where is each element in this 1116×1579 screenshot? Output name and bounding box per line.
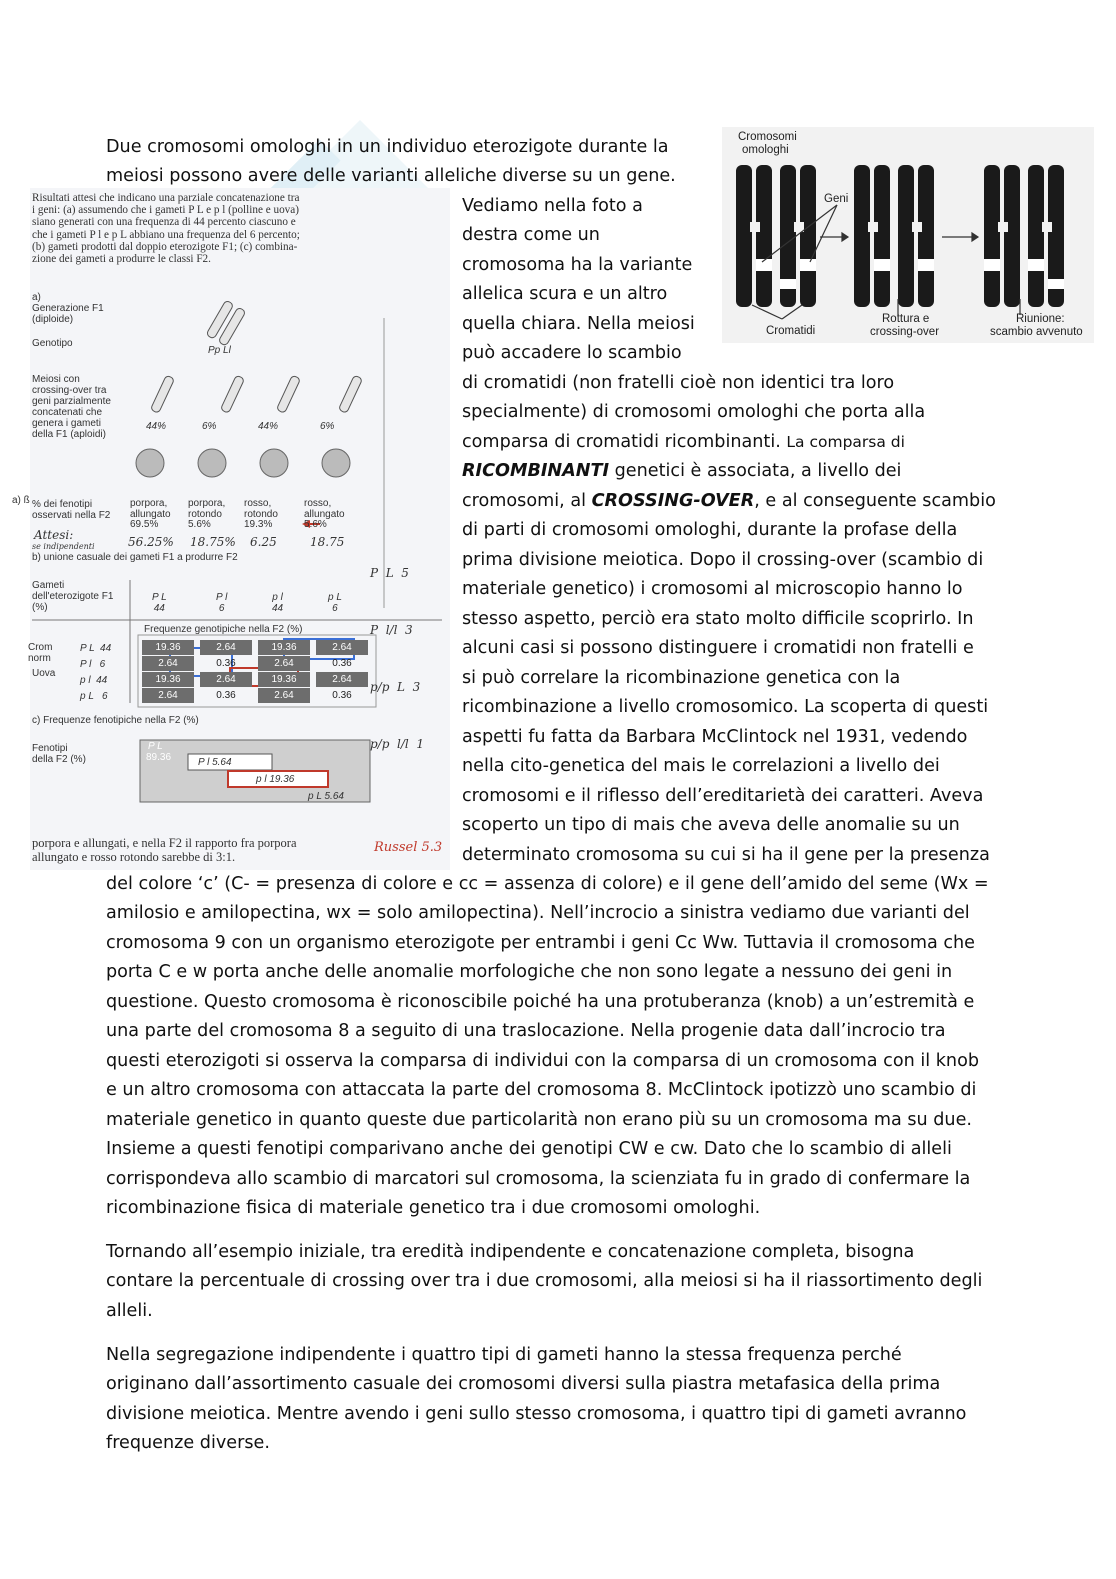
meiosis-line: geni parzialmente: [32, 396, 111, 407]
text-line: [462, 457, 901, 487]
figure-label-cromatidi: Cromatidi: [766, 325, 816, 337]
phenotype-pct-label: % dei fenotipi: [32, 499, 93, 510]
text-line: destra come un: [462, 225, 600, 245]
linkage-results-figure: [30, 188, 450, 870]
handwritten-ratio: P l/l 3: [370, 623, 413, 637]
eggs-label: Uova: [32, 668, 56, 679]
text-line: specialmente) di cromosomi omologhi che porta alla: [462, 402, 926, 422]
phenotype-name: allungato: [304, 508, 345, 520]
grid-cell: 2.64: [316, 640, 368, 655]
cut-label: Crom: [28, 642, 53, 653]
phenotype-col: [130, 499, 171, 531]
text-line: allelica scura e un altro: [462, 284, 668, 304]
text-line: originano dall’assortimento casuale dei cromosomi diversi sulla piastra metafasica della prima: [106, 1374, 941, 1394]
grid-cell: 2.64: [142, 688, 194, 703]
text-line: Tornando all’esempio iniziale, tra eredità indipendente e concatenazione completa, bisogna: [106, 1242, 915, 1262]
text-line: questione. Questo cromosoma è riconoscibile poiché ha una protuberanza (knob) a un’estremità e: [106, 992, 975, 1012]
handwritten-expected: 18.75%: [190, 535, 236, 549]
text-line: nella cito-genetica del mais le correlazioni a livello dei: [462, 756, 940, 776]
gamete-col: [272, 592, 283, 614]
figure-label-geni: Geni: [824, 193, 849, 205]
grid-cell: 2.64: [258, 656, 310, 671]
grid-cell: 2.64: [200, 672, 252, 687]
text-line: prima divisione meiotica. Dopo il crossing-over (scambio di: [462, 550, 984, 570]
phenotypes-label: Fenotipi: [32, 743, 68, 754]
phenotype-col: [304, 499, 345, 531]
gamete-col: [216, 592, 227, 614]
meiosis-line: genera i gameti: [32, 418, 101, 429]
phenotype-name: rosso,: [244, 498, 272, 509]
gametes-line: Gameti: [32, 580, 65, 591]
text-line: quella chiara. Nella meiosi: [462, 314, 695, 334]
row-label: p L 6: [80, 691, 108, 702]
text-line: amilosio e amilopectina, wx = solo amilopectina). Nell’incrocio a sinistra vediamo due varianti del: [106, 903, 970, 923]
meiosis-line: Meiosi con: [32, 374, 80, 385]
caption-line: che i gameti P l e p L abbiano una frequenza del 6 percento;: [32, 228, 300, 241]
gamete-col: [152, 592, 167, 614]
phenotype-freq: P l 5.64: [198, 757, 232, 768]
keyword-ricombinanti: RICOMBINANTI: [462, 461, 610, 481]
text-line: Nella segregazione indipendente i quattro tipi di gameti hanno la stessa frequenza perché: [106, 1345, 902, 1365]
row-label: P l 6: [80, 659, 106, 670]
grid-cell: 19.36: [258, 640, 310, 655]
meiosis-line: concatenati che: [32, 407, 103, 418]
text-line: di parti di cromosomi omologhi, durante la profase della: [462, 520, 958, 540]
grid-cell: 0.36: [216, 690, 236, 701]
text-line: Insieme a questi fenotipi comparivano anche dei genotipi CW e cw. Dato che lo scambio di alleli: [106, 1139, 952, 1159]
text-line: cromosoma 9 con un organismo eterozigote per entrambi i geni Cc Ww. Tuttavia il cromosoma che: [106, 933, 975, 953]
text-line: questi eterozigoti si osserva la comparsa di individui con la comparsa di un cromosoma con il knob: [106, 1051, 980, 1071]
text-line: scoperto un tipo di mais che aveva delle anomalie su un: [462, 815, 960, 835]
meiosis-pct: 44%: [258, 421, 279, 432]
text-line: [462, 428, 905, 458]
gametes-label: [32, 580, 113, 613]
meiosis-line: della F1 (aploidi): [32, 429, 106, 440]
gametes-line: (%): [32, 602, 48, 613]
handwritten-expected: 56.25%: [128, 535, 174, 549]
text-line: cromosomi e il riflesso dell’ereditarietà dei caratteri. Aveva: [462, 786, 984, 806]
gamete-type: p l: [272, 592, 283, 603]
text-line: di cromatidi (non fratelli cioè non identici tra loro: [462, 373, 895, 393]
phenotype-col: [188, 499, 225, 531]
text-line: alleli.: [106, 1301, 153, 1321]
gamete-type: P L: [152, 592, 167, 603]
caption-line: siano generati con una frequenza di 44 percento ciascuno e: [32, 216, 296, 229]
grid-cell: 0.36: [332, 658, 352, 669]
figure-label-title1: Cromosomi: [738, 131, 797, 143]
text-line: corrispondeva allo scambio di marcatori sul cromosoma, la scienziata fu in grado di confermare la: [106, 1169, 971, 1189]
grid-cell: 0.36: [216, 658, 236, 669]
text-line: cromosoma ha la variante: [462, 255, 693, 275]
text-line: frequenze diverse.: [106, 1433, 270, 1453]
meiosis-pct: 44%: [146, 421, 167, 432]
handwritten-attesi-note: se indipendenti: [32, 542, 95, 551]
section-b-label: b) unione casuale dei gameti F1 a produrre F2: [32, 552, 238, 563]
text-line: può accadere lo scambio: [462, 343, 682, 363]
figure-label-rottura2: crossing-over: [870, 326, 940, 338]
phenotype-freq: P L: [148, 741, 163, 752]
text-line: e un altro cromosoma con attaccata la parte del cromosoma 8. McClintock ipotizzò uno scambio di: [106, 1080, 977, 1100]
grid-cell: 2.64: [200, 640, 252, 655]
text-line: alcuni casi si possono distinguere i cromatidi non fratelli e: [462, 638, 974, 658]
grid-cell: 2.64: [142, 656, 194, 671]
phenotype-name: allungato: [130, 508, 171, 520]
figure-footer: allungato e rosso rotondo sarebbe di 3:1.: [32, 850, 236, 864]
caption-line: (b) gameti prodotti dal doppio eterozigote F1; (c) combina-: [32, 240, 298, 253]
genotype-label: Genotipo: [32, 338, 73, 349]
text-span: cromosomi, al: [462, 491, 592, 511]
figure-label-riunione2: scambio avvenuto: [990, 326, 1083, 338]
grid-cell: 19.36: [142, 640, 194, 655]
gamete-freq: 6: [332, 603, 338, 614]
gamete-freq: 44: [272, 603, 284, 614]
grid-cell: 2.64: [258, 688, 310, 703]
phenotype-name: rotondo: [188, 508, 222, 520]
phenotype-pct: 69.5%: [130, 519, 159, 530]
generation-f1-label: Generazione F1: [32, 303, 104, 314]
handwritten-ratios: [370, 526, 424, 792]
text-line: divisione meiotica. Mentre avendo i geni sullo stesso cromosoma, i quattro tipi di gameti avranno: [106, 1404, 967, 1424]
text-line: materiale genetico) i cromosomi al microscopio hanno lo: [462, 579, 963, 599]
genotype-value: Pp Ll: [208, 345, 231, 356]
handwritten-expected: 18.75: [310, 535, 345, 549]
handwritten-ratio: p/p l/l 1: [370, 737, 425, 751]
meiosis-label: [32, 374, 111, 440]
figure-footer: porpora e allungati, e nella F2 il rapporto fra porpora: [32, 836, 297, 850]
phenotypes-label: della F2 (%): [32, 754, 86, 765]
text-span: , e al conseguente scambio: [754, 491, 996, 511]
gamete-col: [328, 592, 342, 614]
text-line: Due cromosomi omologhi in un individuo eterozigote durante la: [106, 137, 669, 157]
meiosis-pct: 6%: [202, 421, 217, 432]
caption-line: Risultati attesi che indicano una parziale concatenazione tra: [32, 192, 300, 204]
crossing-over-figure: [722, 127, 1094, 343]
genotype-freq-label: Frequenze genotipiche nella F2 (%): [144, 624, 303, 635]
figure-label-title2: omologhi: [742, 144, 789, 156]
row-label: P L 44: [80, 643, 112, 654]
keyword-crossing-over: CROSSING-OVER: [591, 491, 755, 511]
text-line: ricombinazione a livello cromosomico. La scoperta di questi: [462, 697, 989, 717]
text-line: meiosi possono avere delle varianti alleliche diverse su un gene.: [106, 166, 676, 186]
handwritten-expected: 6.25: [250, 535, 277, 549]
text-line: contare la percentuale di crossing over tra i due cromosomi, alla meiosi si ha il riassortimento degli: [106, 1271, 983, 1291]
text-span: comparsa di cromatidi ricombinanti.: [462, 432, 781, 452]
phenotype-name: porpora,: [130, 498, 168, 509]
text-line: aspetti fu fatta da Barbara McClintock nel 1931, vedendo: [462, 727, 968, 747]
text-line: [462, 487, 996, 517]
caption-line: zione dei gameti a produrre le classi F2.: [32, 253, 211, 266]
phenotype-freq: p L 5.64: [308, 791, 344, 802]
figure-label-riunione1: Riunione:: [1016, 313, 1065, 325]
phenotype-name: rosso,: [304, 498, 332, 509]
diploid-label: (diploide): [32, 314, 74, 325]
handwritten-source: Russel 5.3: [374, 840, 443, 855]
text-line: si può correlare la ricombinazione genetica con la: [462, 668, 901, 688]
cut-label: norm: [28, 653, 51, 664]
handwritten-ratio: P L 5: [370, 566, 409, 580]
text-line: del colore ‘c’ (C- = presenza di colore e cc = assenza di colore) e il gene dell’amido del seme (Wx =: [106, 874, 989, 894]
text-line: ricombinazione fisica di materiale genetico tra i due cromosomi omologhi.: [106, 1198, 761, 1218]
section-c-label: c) Frequenze fenotipiche nella F2 (%): [32, 715, 199, 726]
chromosome-drawing: [722, 127, 1094, 343]
text-line: materiale genetico in quanto queste due particolarità non erano più su un cromosoma ma su due.: [106, 1110, 972, 1130]
meiosis-pct: 6%: [320, 421, 335, 432]
phenotype-col: [244, 499, 278, 531]
text-line: stesso aspetto, perciò era stato molto difficile scoprirlo. In: [462, 609, 974, 629]
grid-cell: 19.36: [142, 672, 194, 687]
phenotype-pct-label: osservati nella F2: [32, 510, 111, 521]
gametes-line: dell'eterozigote F1: [32, 591, 114, 602]
phenotype-freq: p l 19.36: [256, 774, 295, 785]
meiosis-line: crossing-over tra: [32, 385, 107, 396]
grid-cell: 0.36: [332, 690, 352, 701]
section-a-label: a): [32, 292, 41, 303]
phenotype-pct: 19.3%: [244, 519, 273, 530]
gamete-type: P l: [216, 592, 228, 603]
phenotype-name: rotondo: [244, 508, 278, 520]
text-line: Vediamo nella foto a: [462, 196, 643, 216]
phenotype-pct: 5.6%: [304, 519, 327, 530]
text-line: porta C e w porta anche delle anomalie morfologiche che non sono legate a nessuno dei geni in: [106, 962, 953, 982]
gamete-type: p L: [328, 592, 342, 603]
handwritten-attesi: Attesi:: [34, 528, 74, 542]
phenotype-name: porpora,: [188, 498, 226, 509]
text-line: una parte del cromosoma 8 a seguito di una traslocazione. Nella progenie data dall’incrocio tra: [106, 1021, 946, 1041]
figure-label-rottura1: Rottura e: [882, 313, 930, 325]
gamete-freq: 44: [153, 603, 165, 614]
row-label: p l 44: [80, 675, 108, 686]
caption-line: i geni: (a) assumendo che i gameti P L e p l (polline e uova): [32, 204, 299, 217]
text-span: La comparsa di: [786, 433, 905, 451]
cut-label: a) ß: [12, 495, 30, 506]
phenotype-freq: 89.36: [146, 752, 172, 763]
gamete-freq: 6: [218, 603, 225, 614]
text-line: determinato cromosoma su cui si ha il gene per la presenza: [462, 845, 990, 865]
handwritten-ratio: p/p L 3: [370, 680, 421, 694]
text-span: genetici è associata, a livello dei: [609, 461, 902, 481]
grid-cell: 19.36: [258, 672, 310, 687]
grid-cell: 2.64: [316, 672, 368, 687]
phenotype-pct: 5.6%: [188, 519, 211, 530]
